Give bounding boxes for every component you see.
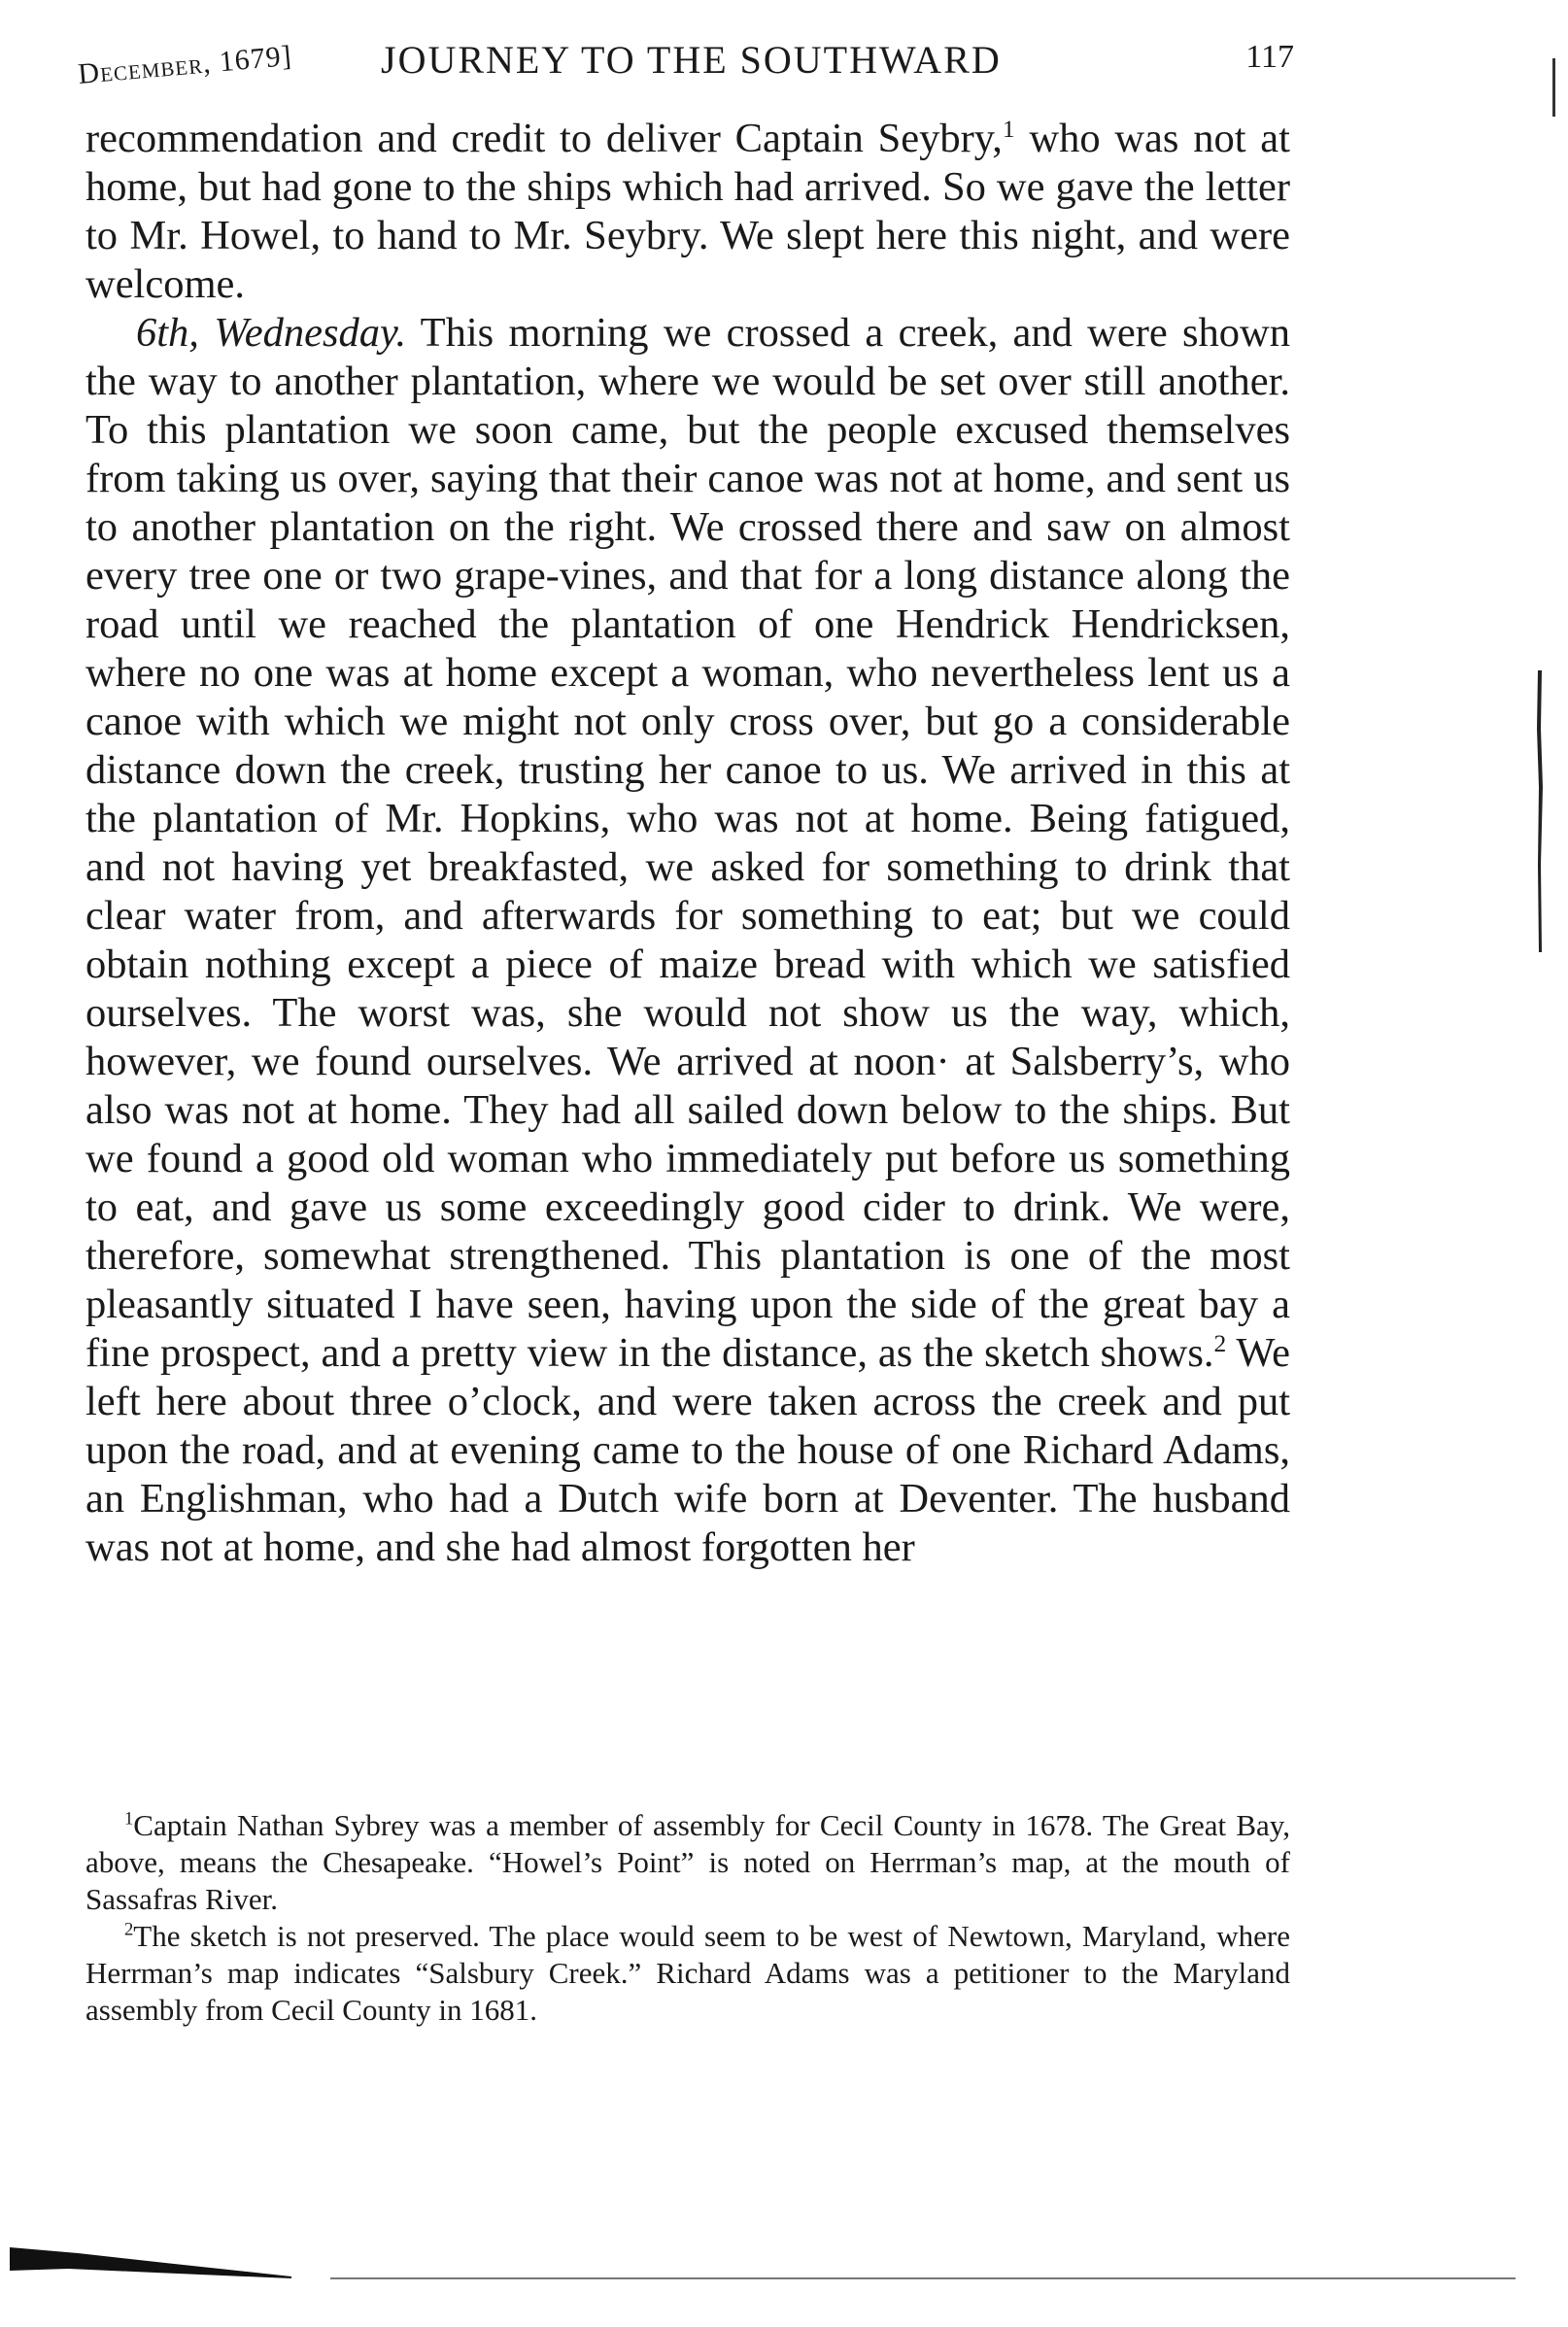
scan-edge-mark xyxy=(10,2240,291,2278)
header-title: JOURNEY TO THE SOUTHWARD xyxy=(381,38,1002,82)
paragraph-1 xyxy=(85,115,1290,309)
entry-date: 6th, Wednesday. xyxy=(136,310,407,356)
paragraph-2-text-a: This morning we crossed a creek, and were shown the way to another plantation, where we would be set over still another. To this plantation we soon came, but the people excused themselves from taking us over, saying that their canoe was not at home, and sent us to another plantation on the right. We crossed there and saw on almost every tree one or two grape-vines, and that for a long distance along the road until we reached the plantation of one Hendrick Hendricksen, where no one was at home except a woman, who nevertheless lent us a canoe with which we might not only cross over, but go a considerable distance down the creek, trusting her canoe to us. We arrived in this at the plantation of Mr. Hopkins, who was not at home. Being fatigued, and not having yet breakfasted, we asked for something to drink that clear water from, and afterwards for something to eat; but we could obtain nothing except a piece of maize bread with which we satisfied ourselves. The worst was, she would not show us the way, which, however, we found ourselves. We arrived at noon· at Salsberry’s, who also was not at home. They had all sailed down below to the ships. But we found a good old woman who immediately put before us something to eat, and gave us some exceedingly good cider to drink. We were, therefore, somewhat strengthened. This plantation is one of the most pleasantly situated I have seen, having upon the side of the great bay a fine prospect, and a pretty view in the distance, as the sketch shows. xyxy=(85,310,1290,1376)
paragraph-2 xyxy=(85,309,1290,1572)
page-number: 117 xyxy=(1245,39,1294,75)
footnote-ref-1: 1 xyxy=(1002,114,1015,143)
paragraph-1-rest: who was not at home, but had gone to the ships which had arrived. So we gave the letter to Mr. Howel, to hand to Mr. Seybry. We slept here this night, and were welcome. xyxy=(85,116,1290,307)
body-text xyxy=(85,115,1290,1572)
paragraph-2-text-b: We left here about three o’clock, and were taken across the creek and put upon the road, and at evening came to the house of one Richard Adams, an Englishman, who had a Dutch wife born at Deventer. The husband was not at home, and she had almost forgotten her xyxy=(85,1330,1290,1570)
bottom-rule xyxy=(330,2277,1516,2279)
edge-mark-top xyxy=(1552,58,1555,117)
footnote-ref-2: 2 xyxy=(1213,1328,1227,1357)
header-date: December, 1679] xyxy=(77,39,293,91)
footnote-2 xyxy=(85,1918,1290,2029)
margin-scan-mark xyxy=(1535,670,1545,952)
footnote-1-marker: 1 xyxy=(124,1808,134,1830)
footnote-1 xyxy=(85,1807,1290,1918)
paragraph-1-text: recommendation and credit to deliver Captain Seybry, xyxy=(85,116,1003,161)
footnote-2-marker: 2 xyxy=(124,1919,134,1940)
running-header xyxy=(77,29,1294,107)
footnote-2-text: The sketch is not preserved. The place would seem to be west of Newtown, Maryland, where Herrman’s map indicates “Salsbury Creek.” Richard Adams was a petitioner to the Maryland assembly from Cecil County in 1681. xyxy=(85,1919,1290,2027)
footnote-1-text: Captain Nathan Sybrey was a member of assembly for Cecil County in 1678. The Great Bay, above, means the Chesapeake. “Howel’s Point” is noted on Herrman’s map, at the mouth of Sassafras River. xyxy=(85,1808,1290,1916)
footnotes xyxy=(85,1807,1290,2029)
